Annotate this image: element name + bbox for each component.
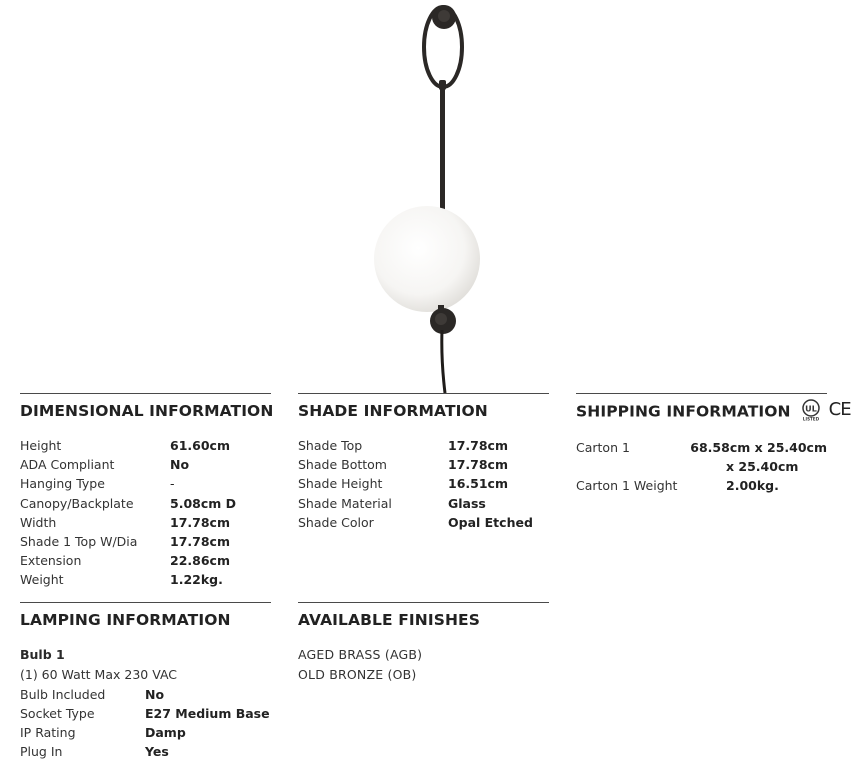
spec-label: Shade Bottom (298, 457, 387, 473)
spec-label: Hanging Type (20, 476, 105, 492)
spec-value: Glass (448, 495, 486, 511)
spec-row (20, 551, 271, 570)
spec-label: ADA Compliant (20, 457, 115, 473)
spec-label: Weight (20, 572, 64, 588)
spec-row (20, 570, 271, 589)
spec-label: IP Rating (20, 724, 76, 740)
spec-value: 61.60cm (170, 438, 230, 453)
spec-value: 22.86cm (170, 553, 230, 569)
ul-listed-text: LISTED (802, 416, 819, 421)
spec-row (20, 494, 271, 513)
available-finishes-section (298, 602, 549, 685)
spec-list (20, 645, 271, 761)
spec-row (576, 476, 827, 495)
spec-value: 17.78cm (448, 457, 508, 473)
product-image (360, 0, 500, 393)
spec-value: No (145, 686, 165, 702)
spec-value: 2.00kg. (726, 478, 779, 494)
spec-label: Carton 1 (576, 440, 630, 455)
finish-item: OLD BRONZE (OB) (298, 667, 417, 682)
spec-value: E27 Medium Base (145, 705, 270, 721)
spec-label: Socket Type (20, 705, 95, 721)
spec-row (576, 457, 827, 476)
spec-row (298, 436, 549, 455)
spec-row (20, 685, 271, 704)
spec-list (298, 436, 549, 532)
section-title (576, 394, 851, 423)
section-title: SHADE INFORMATION (298, 402, 488, 420)
spec-row (298, 494, 549, 513)
spec-row (20, 704, 271, 723)
spec-row (20, 474, 271, 493)
spec-value: 17.78cm (170, 514, 230, 530)
certification-marks (799, 399, 851, 421)
spec-value: x 25.40cm (726, 459, 799, 475)
ce-mark-icon: CE (828, 399, 851, 420)
spec-value: Damp (145, 724, 186, 740)
spec-label: Bulb Included (20, 686, 106, 702)
section-title: DIMENSIONAL INFORMATION (20, 402, 274, 420)
spec-value: 1.22kg. (170, 572, 223, 588)
spec-row (20, 532, 271, 551)
wall-sconce-lamp-icon (360, 0, 500, 393)
spec-value: Yes (145, 744, 169, 760)
spec-row (20, 742, 271, 761)
spec-list (576, 438, 827, 496)
spec-label: Plug In (20, 744, 63, 760)
spec-label: Width (20, 514, 57, 530)
dimensional-information-section (20, 393, 274, 590)
section-title-text: SHIPPING INFORMATION (576, 402, 791, 421)
svg-text:UL: UL (804, 404, 817, 414)
bulb-description: (1) 60 Watt Max 230 VAC (20, 667, 178, 682)
finish-item: AGED BRASS (AGB) (298, 647, 423, 662)
section-title: LAMPING INFORMATION (20, 611, 231, 629)
lamping-information-section (20, 602, 271, 761)
spec-value: Opal Etched (448, 514, 533, 530)
spec-list (20, 436, 271, 590)
spec-value: - (170, 476, 175, 492)
spec-label: Shade Top (298, 438, 363, 453)
shipping-information-section (576, 393, 851, 496)
spec-label: Extension (20, 553, 82, 569)
spec-label: Shade Color (298, 514, 374, 530)
spec-label: Height (20, 438, 62, 453)
spec-row (576, 438, 827, 457)
spec-row (298, 455, 549, 474)
spec-value: No (170, 457, 190, 473)
spec-label: Shade 1 Top W/Dia (20, 533, 138, 549)
spec-label: Carton 1 Weight (576, 478, 678, 494)
shade-information-section (298, 393, 549, 532)
section-title: AVAILABLE FINISHES (298, 611, 480, 629)
bulb-title: Bulb 1 (20, 647, 65, 662)
spec-row (20, 455, 271, 474)
spec-label: Canopy/Backplate (20, 495, 134, 511)
spec-value: 5.08cm D (170, 495, 237, 511)
spec-value: 17.78cm (170, 533, 230, 549)
spec-value: 17.78cm (448, 438, 508, 453)
spec-row (20, 513, 271, 532)
spec-value: 16.51cm (448, 476, 508, 492)
spec-label: Shade Height (298, 476, 383, 492)
spec-label: Shade Material (298, 495, 392, 511)
ul-listed-icon (799, 399, 823, 421)
finish-list (298, 645, 549, 685)
spec-value: 68.58cm x 25.40cm (690, 440, 827, 455)
spec-row (20, 723, 271, 742)
spec-row (20, 436, 271, 455)
spec-label (576, 457, 726, 476)
spec-row (298, 474, 549, 493)
spec-row (298, 513, 549, 532)
